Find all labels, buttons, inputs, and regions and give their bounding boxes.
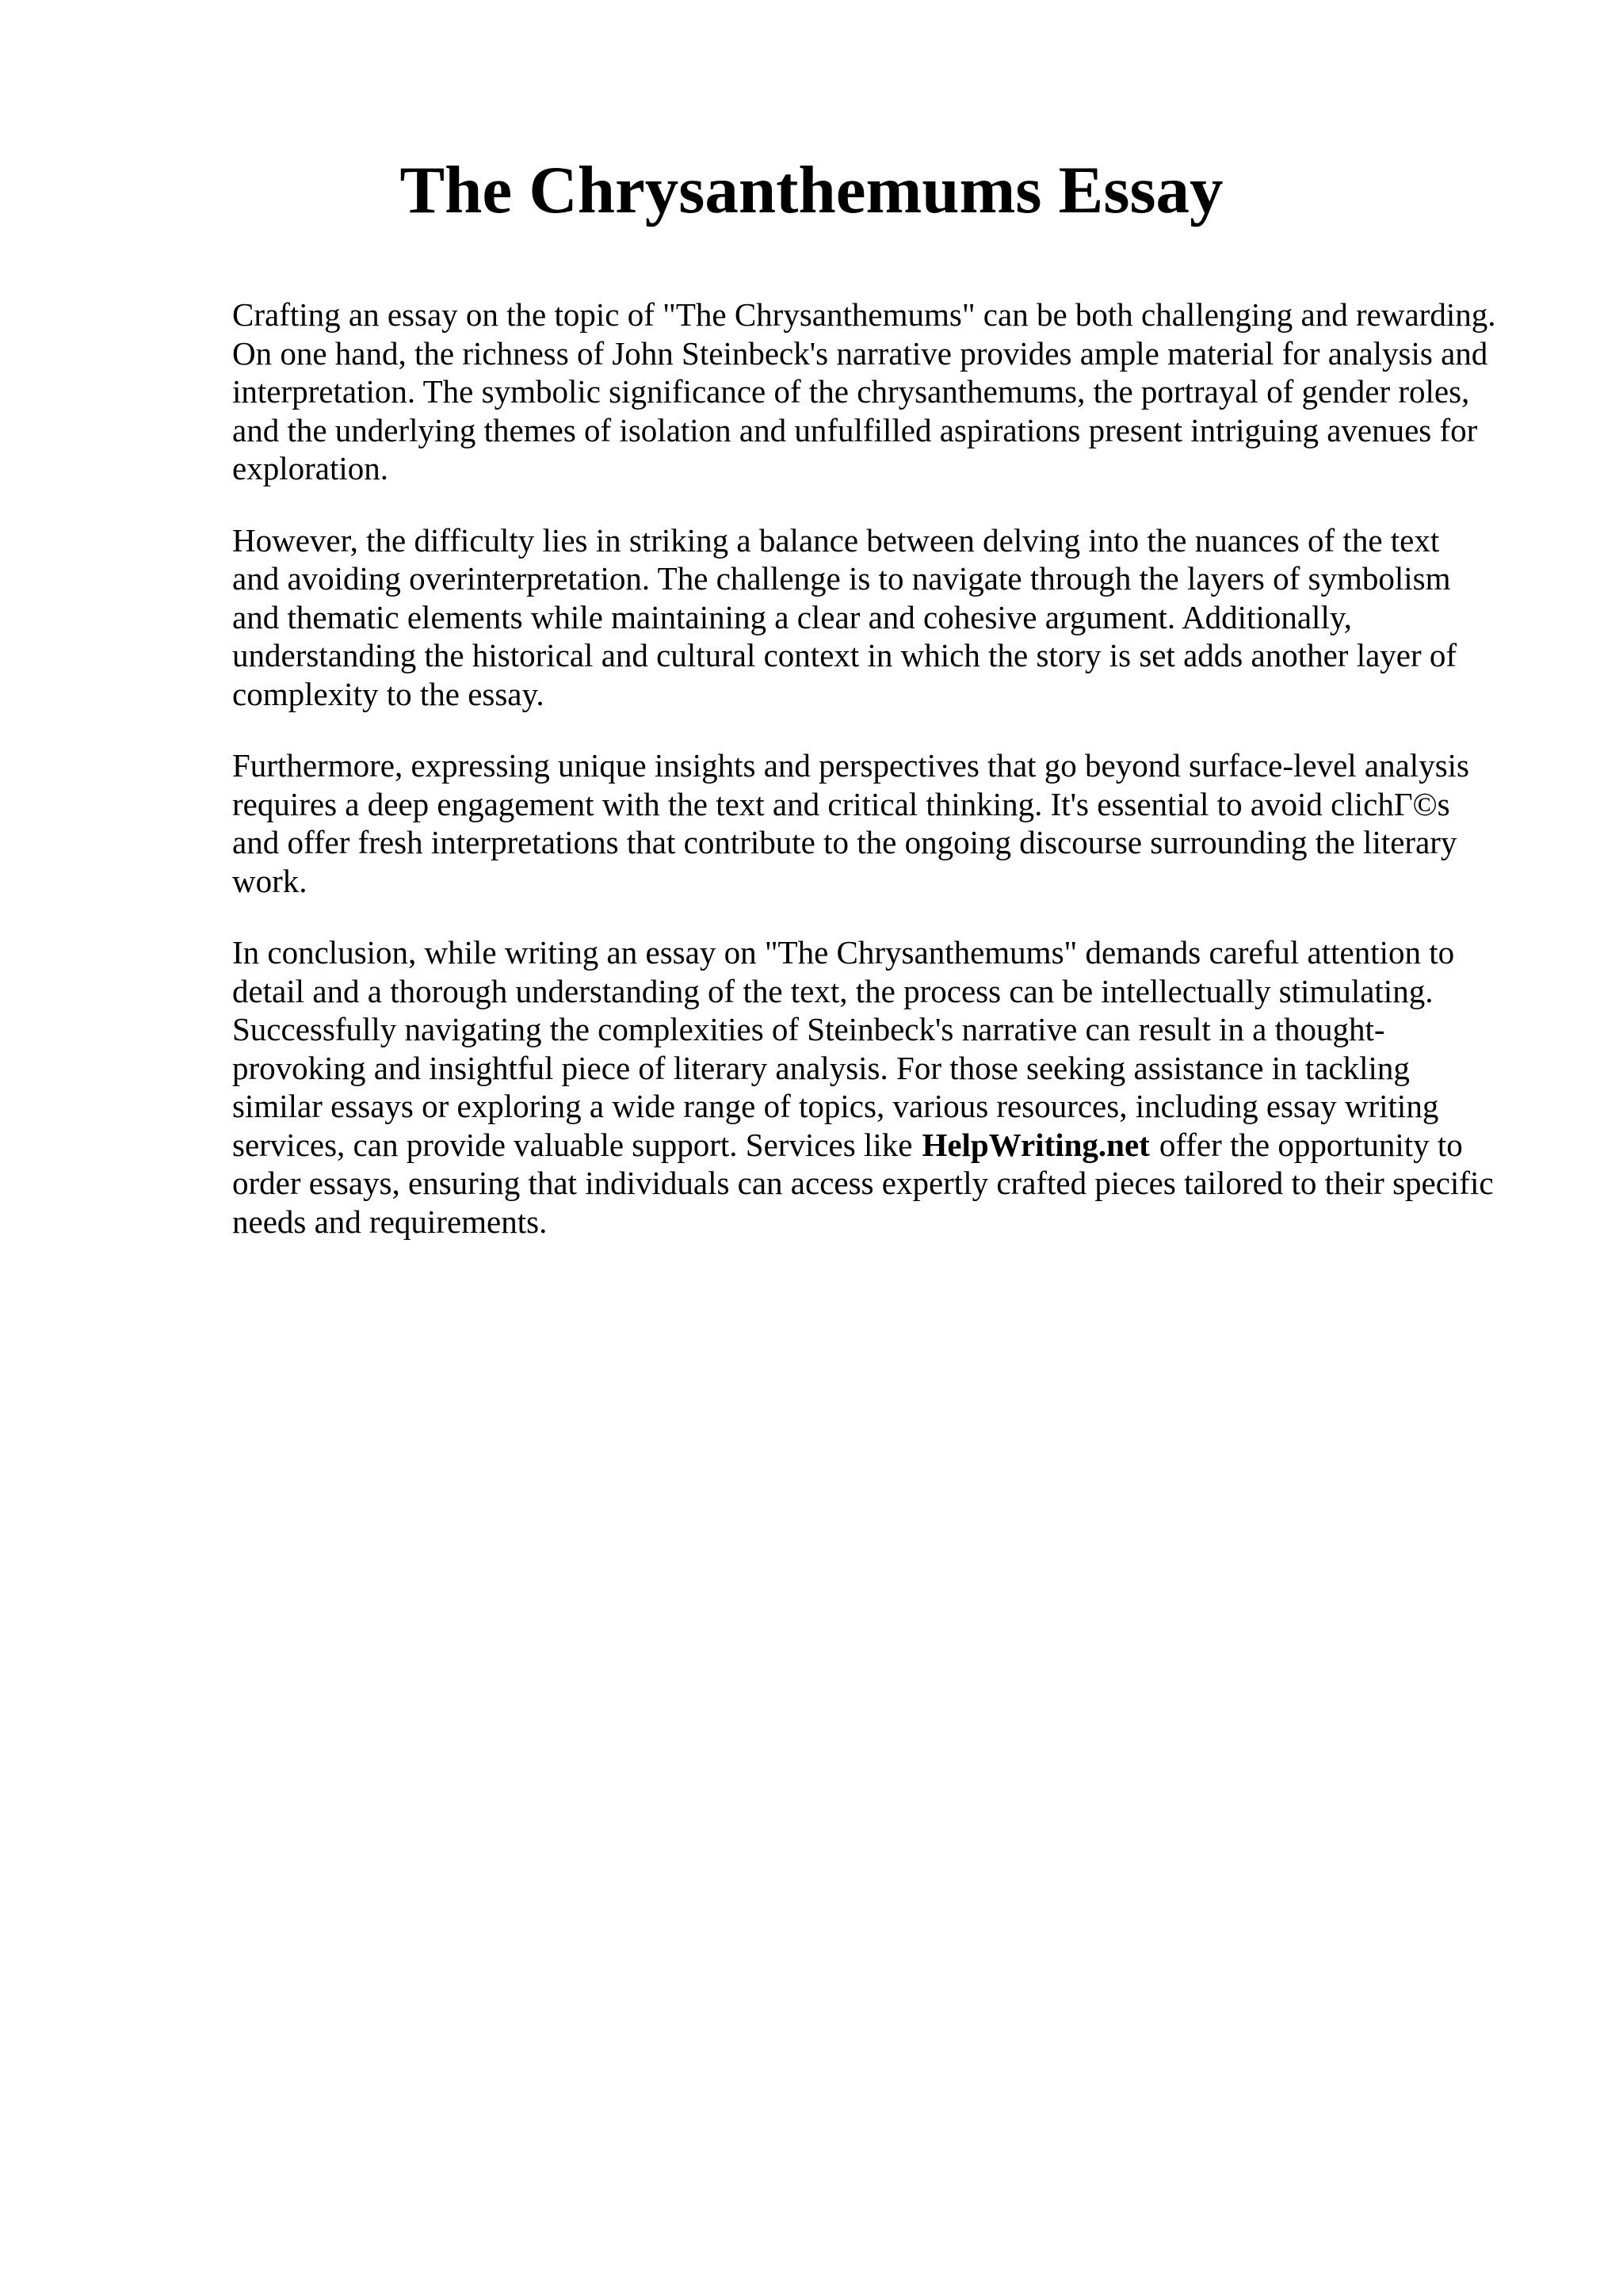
text-line: Crafting an essay on the topic of "The Chrysanthemums" can be both challenging and rewarding. [232, 296, 1496, 333]
text-line: and thematic elements while maintaining a clear and cohesive argument. Additionally, [232, 598, 1352, 635]
paragraph-1 [232, 296, 1532, 488]
text-line: provoking and insightful piece of literary analysis. For those seeking assistance in tackling [232, 1049, 1410, 1086]
paragraph-4 [232, 933, 1532, 1241]
text-line: and offer fresh interpretations that contribute to the ongoing discourse surrounding the literary [232, 824, 1457, 860]
text-line: requires a deep engagement with the text and critical thinking. It's essential to avoid clichΓ©s [232, 785, 1450, 822]
brand-line-after: offer the opportunity to [1159, 1126, 1463, 1163]
text-line: order essays, ensuring that individuals can access expertly crafted pieces tailored to their specific [232, 1165, 1494, 1201]
paragraph-3 [232, 746, 1532, 900]
text-line: interpretation. The symbolic significance of the chrysanthemums, the portrayal of gender roles, [232, 373, 1470, 410]
text-line: complexity to the essay. [232, 675, 544, 712]
text-line-with-brand [232, 1126, 1532, 1165]
text-line: detail and a thorough understanding of the text, the process can be intellectually stimulating. [232, 972, 1434, 1009]
essay-body [232, 296, 1532, 1274]
text-line: Successfully navigating the complexities of Steinbeck's narrative can result in a thought- [232, 1011, 1385, 1047]
text-line: However, the difficulty lies in striking a balance between delving into the nuances of the text [232, 521, 1440, 559]
helpwriting-link[interactable]: HelpWriting.net [922, 1126, 1150, 1163]
text-line: similar essays or exploring a wide range of topics, various resources, including essay writing [232, 1088, 1439, 1124]
text-line: exploration. [232, 450, 388, 486]
text-line: Furthermore, expressing unique insights and perspectives that go beyond surface-level analysis [232, 747, 1470, 784]
text-line: needs and requirements. [232, 1203, 548, 1240]
text-line: In conclusion, while writing an essay on "The Chrysanthemums" demands careful attention to [232, 934, 1455, 971]
text-line: understanding the historical and cultural context in which the story is set adds another layer of [232, 637, 1457, 673]
brand-line-before: services, can provide valuable support. Services like [232, 1126, 913, 1163]
text-line: On one hand, the richness of John Steinbeck's narrative provides ample material for analysis and [232, 334, 1488, 372]
page-title: The Chrysanthemums Essay [399, 153, 1224, 227]
text-line: and the underlying themes of isolation and unfulfilled aspirations present intriguing avenues for [232, 411, 1478, 448]
paragraph-2 [232, 521, 1532, 714]
text-line: work. [232, 862, 307, 899]
text-line: and avoiding overinterpretation. The challenge is to navigate through the layers of symbolism [232, 560, 1451, 597]
